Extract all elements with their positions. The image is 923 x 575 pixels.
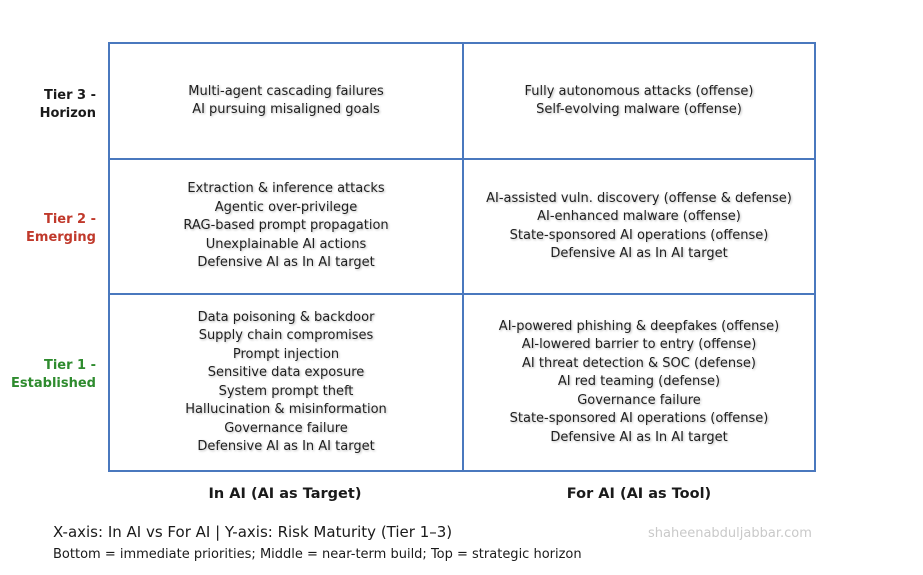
risk-item: Defensive AI as In AI target [550,246,728,261]
tier2-label-line1: Tier 2 - [43,212,96,227]
axis-description: X-axis: In AI vs For AI | Y-axis: Risk Maturity (Tier 1–3) [53,523,453,541]
risk-item: Agentic over-privilege [214,199,358,215]
risk-item: Sensitive data exposure [207,365,365,380]
risk-item: Data poisoning & backdoor [197,309,375,325]
tier1-label-line1: Tier 1 - [43,358,96,373]
risk-item: State-sponsored AI operations (offense) [509,227,769,243]
tier1-label [11,357,96,393]
risk-item: Hallucination & misinformation [185,402,387,417]
cell-tier1-in-ai [110,295,462,470]
risk-item: Extraction & inference attacks [187,181,385,197]
risk-item: System prompt theft [218,383,354,399]
cell-tier1-for-ai [464,295,814,470]
tier3-label-line1: Tier 3 - [43,88,96,103]
risk-item: Defensive AI as In AI target [197,255,375,271]
risk-item: Defensive AI as In AI target [550,429,728,445]
watermark: shaheenabduljabbar.com [648,526,812,541]
column-label-in-ai: In AI (AI as Target) [208,486,362,502]
risk-item: Supply chain compromises [198,328,374,343]
risk-item: RAG-based prompt propagation [183,218,389,234]
risk-item: AI pursuing misaligned goals [192,102,380,117]
risk-item: AI threat detection & SOC (defense) [522,355,756,371]
risk-item: Governance failure [577,392,701,408]
risk-item: Fully autonomous attacks (offense) [524,83,754,99]
tier3-label-line2: Horizon [39,106,96,121]
risk-item: AI-powered phishing & deepfakes (offense) [498,318,780,334]
risk-item: AI-assisted vuln. discovery (offense & defense) [486,190,792,206]
cell-tier3-in-ai [110,44,462,158]
cell-tier3-for-ai [464,44,814,158]
risk-item: AI red teaming (defense) [557,374,721,390]
column-label-for-ai: For AI (AI as Tool) [566,486,712,502]
tier1-label-line2: Established [11,376,96,391]
risk-item: Prompt injection [232,346,340,362]
risk-item: State-sponsored AI operations (offense) [509,411,769,427]
priority-legend: Bottom = immediate priorities; Middle = near-term build; Top = strategic horizon [53,547,582,562]
tier2-label-line2: Emerging [26,230,96,245]
risk-item: AI-enhanced malware (offense) [537,209,741,224]
risk-item: Unexplainable AI actions [205,236,367,252]
risk-item: Governance failure [224,420,348,436]
risk-item: Defensive AI as In AI target [197,439,375,454]
tier2-label [26,211,96,247]
risk-item: Multi-agent cascading failures [188,83,384,99]
cell-tier2-for-ai [464,160,814,293]
risk-item: Self-evolving malware (offense) [536,102,742,117]
tier3-label [40,87,96,123]
cell-tier2-in-ai [110,160,462,293]
risk-matrix-grid [108,42,816,472]
risk-item: AI-lowered barrier to entry (offense) [521,337,757,353]
